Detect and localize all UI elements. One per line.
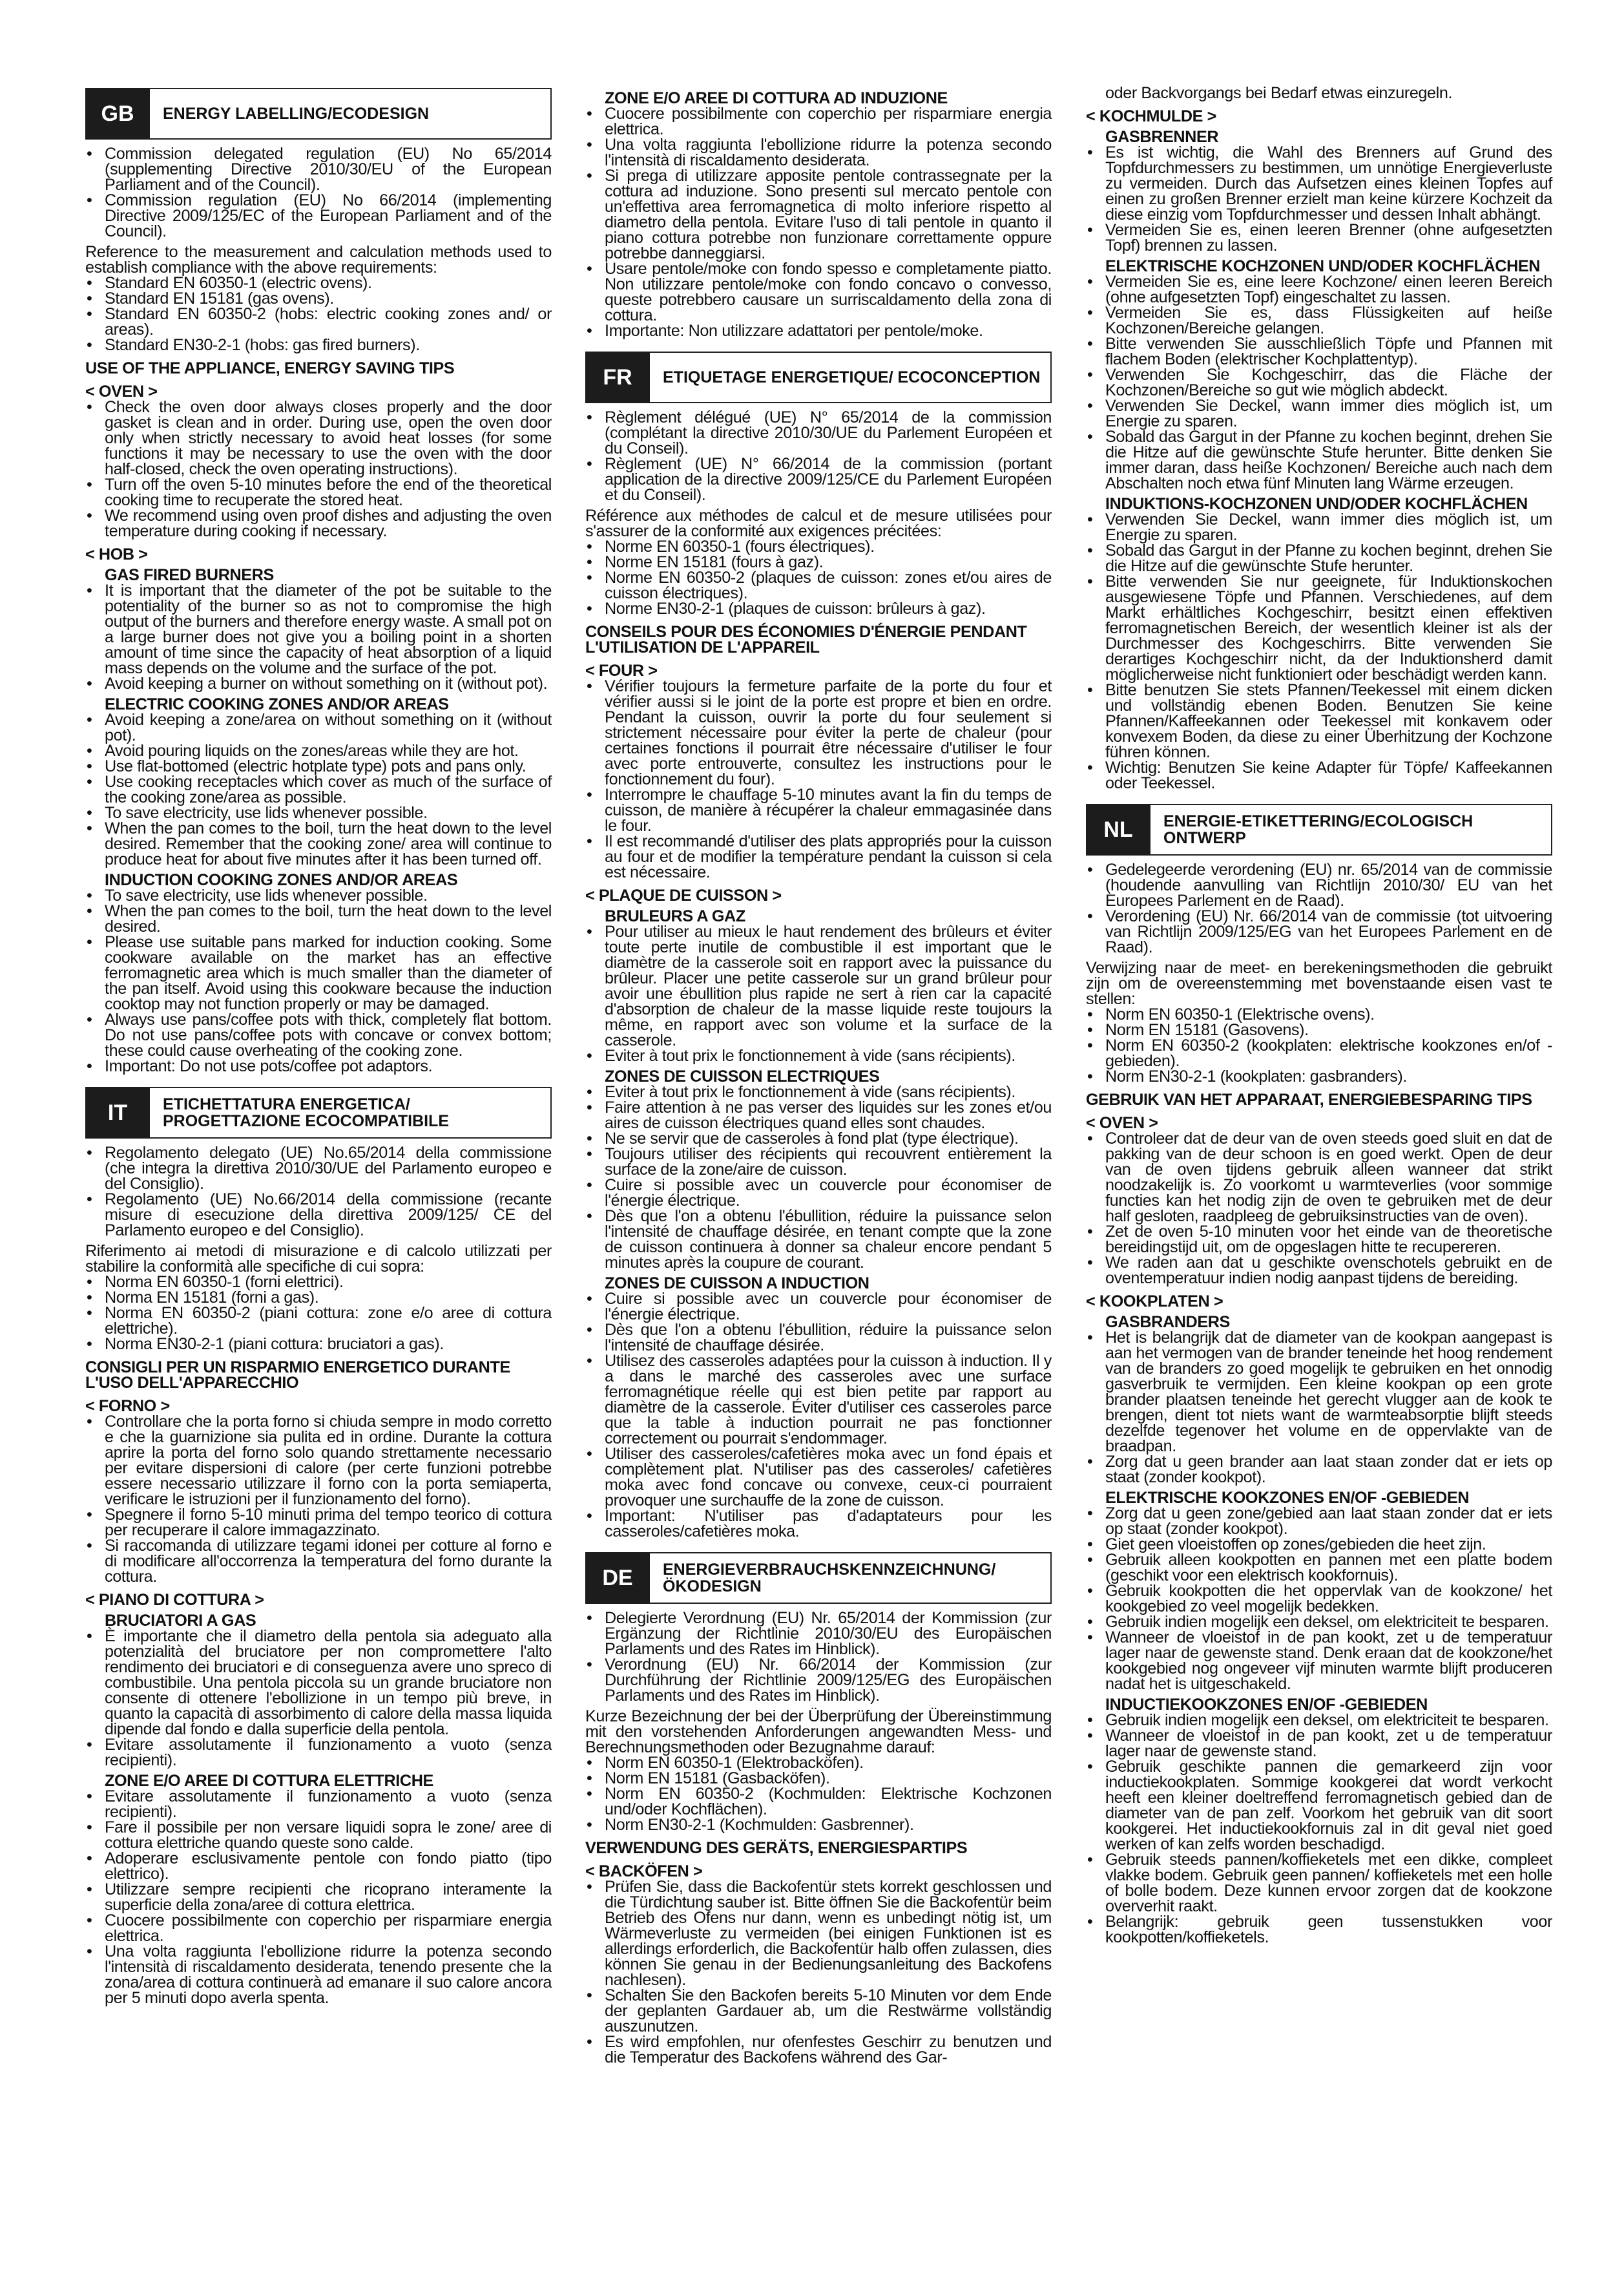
bullet-list [1086,1506,1552,1692]
list-item: • Standard EN 15181 (gas ovens). [85,291,552,306]
list-item: • Pour utiliser au mieux le haut rendement des brûleurs et éviter toute perte inutile de combustible il est important que le diamètre de la casserole soit en rapport avec la puissance du brûleur. Placer une petite casserole sur un grand brûleur pour avoir une ébullition plus rapide ne sert à rien car la capacité d'absorption de chaleur de la masse liquide reste toujours la même, en rapport avec son volume et la surface de la casserole. [585,924,1052,1048]
subsection-label: < KOCHMULDE > [1086,107,1216,125]
list-item: • Bitte verwenden Sie nur geeignete, für Induktionskochen ausgewiesene Töpfe und Pfannen. Verschiedenes, auf dem Markt erhältliches Kochgeschirr, besitzt einen effektiven ferromagnetischen Bereich, der wesentlich kleiner ist als der Durchmesser des Kochgeschirrs. Bitte verwenden Sie derartiges Kochgeschirr nicht, da der Induktionsherd damit möglicherweise nicht funktioniert oder beschädigt werden kann. [1086,574,1552,682]
bullet-list [1086,145,1552,253]
list-item: • Eviter à tout prix le fonctionnement à vide (sans récipients). [585,1084,1052,1100]
bullet-list [1086,1330,1552,1485]
list-item: • Eviter à tout prix le fonctionnement à vide (sans récipients). [585,1048,1052,1064]
language-section-header [85,1087,552,1139]
list-item: • Spegnere il forno 5-10 minuti prima del tempo teorico di cottura per recuperare il calore immagazzinato. [85,1507,552,1538]
list-item: • Gebruik indien mogelijk een deksel, om elektriciteit te besparen. [1086,1712,1552,1728]
cooking-type-heading: BRUCIATORI A GAS [105,1612,256,1630]
list-item: • Evitare assolutamente il funzionamento a vuoto (senza recipienti). [85,1737,552,1768]
list-item: • To save electricity, use lids whenever possible. [85,805,552,821]
list-item: • Gedelegeerde verordening (EU) nr. 65/2014 van de commissie (houdende aanvulling van Richtlijn 2010/30/ EU van het Europees Parlement en de Raad). [1086,862,1552,909]
section-heading: GEBRUIK VAN HET APPARAAT, ENERGIEBESPARING TIPS [1086,1091,1532,1109]
list-item: • Sobald das Gargut in der Pfanne zu kochen beginnt, drehen Sie die Hitze auf die gewünschte Stufe herunter. Bitte denken Sie immer daran, dass heiße Kochzonen/ Bereiche auch nach dem Abschalten noch etwa fünf Minuten lang Wärme erzeugen. [1086,429,1552,491]
list-item: • Zorg dat u geen brander aan laat staan zonder dat er iets op staat (zonder kookpot). [1086,1454,1552,1485]
section-heading: CONSEILS POUR DES ÉCONOMIES D'ÉNERGIE PENDANT L'UTILISATION DE L'APPAREIL [585,623,1027,657]
cooking-type-heading: GASBRANDERS [1105,1313,1230,1331]
bullet-list [585,1291,1052,1539]
list-item: • Norm EN30-2-1 (kookplaten: gasbranders). [1086,1069,1552,1084]
bullet-list [85,888,552,1074]
section-title: ENERGY LABELLING/ECODESIGN [163,105,430,123]
list-item: • Prüfen Sie, dass die Backofentür stets korrekt geschlossen und die Türdichtung sauber ist. Bitte öffnen Sie die Backofentür beim Betrieb des Ofens nur dann, wenn es unbedingt nötig ist, um Wärmeverluste zu vermeiden (bei einigen Funktionen ist es allerdings erforderlich, die Backofentür halb offen zulassen, dies können Sie genau in der Bedienungsanleitung des Backofens nachlesen). [585,1879,1052,1988]
list-item: • We recommend using oven proof dishes and adjusting the oven temperature during cooking if necessary. [85,508,552,539]
list-item: • Il est recommandé d'utiliser des plats appropriés pour la cuisson au four et de modifier la température pendant la cuisson si cela est nécessaire. [585,834,1052,880]
bullet-list [85,275,552,353]
list-item: • Norm EN 60350-2 (kookplaten: elektrische kookzones en/of -gebieden). [1086,1038,1552,1069]
list-item: • Verordening (EU) Nr. 66/2014 van de commissie (tot uitvoering van Richtlijn 2009/125/EG van het Europees Parlement en de Raad). [1086,909,1552,955]
list-item: • To save electricity, use lids whenever possible. [85,888,552,903]
column-2 [585,85,1052,2065]
bullet-list [585,1610,1052,1703]
list-item: • Commission delegated regulation (EU) No 65/2014 (supplementing Directive 2010/30/EU of the European Parliament and of the Council). [85,146,552,193]
cooking-type-heading: GAS FIRED BURNERS [105,566,274,584]
list-item: • Bitte verwenden Sie ausschließlich Töpfe und Pfannen mit flachem Boden (elektrischer Kochplattentyp). [1086,336,1552,367]
list-item: • Dès que l'on a obtenu l'ébullition, réduire la puissance selon l'intensité de chauffage désirée. [585,1322,1052,1353]
cooking-type-heading: INDUKTIONS-KOCHZONEN UND/ODER KOCHFLÄCHEN [1105,495,1528,513]
bullet-list [85,583,552,691]
bullet-list [585,1755,1052,1833]
cooking-type-heading: ELECTRIC COOKING ZONES AND/OR AREAS [105,695,449,713]
list-item: • Norme EN 60350-2 (plaques de cuisson: zones et/ou aires de cuisson électriques). [585,570,1052,601]
bullet-list [85,146,552,239]
list-item: • Toujours utiliser des récipients qui recouvrent entièrement la surface de la zone/aire de cuisson. [585,1146,1052,1177]
list-item: • Norm EN30-2-1 (Kochmulden: Gasbrenner). [585,1817,1052,1833]
cooking-type-heading: ZONES DE CUISSON A INDUCTION [605,1274,869,1292]
cooking-type-heading: ZONES DE CUISSON ELECTRIQUES [605,1067,880,1086]
bullet-list [85,1789,552,2006]
list-item: • Check the oven door always closes properly and the door gasket is clean and in order. During use, open the oven door only when strictly necessary to avoid heat losses (for some functions it may be necessary to use the oven with the door half-closed, check the oven operating instructions). [85,399,552,477]
list-item: • Fare il possibile per non versare liquidi sopra le zone/ aree di cottura elettriche quando queste sono calde. [85,1820,552,1851]
list-item: • Please use suitable pans marked for induction cooking. Some cookware available on the market has an effective ferromagnetic area which is much smaller than the diameter of the pan itself. Avoid using this cookware because the induction cooktop may not function properly or may be damaged. [85,934,552,1012]
subsection-label: < OVEN > [1086,1114,1158,1132]
list-item: • We raden aan dat u geschikte ovenschotels gebruikt en de oventemperatuur indien nodig aanpast tijdens de bereiding. [1086,1255,1552,1286]
list-item: • Controleer dat de deur van de oven steeds goed sluit en dat de pakking van de deur schoon is en goed werkt. Open de deur van de oven tijdens gebruik alleen wanneer dat strikt noodzakelijk is. Zo voorkomt u warmteverlies (voor sommige functies kan het nodig zijn de oven te gebruiken met de deur half gesloten, raadpleeg de gebruiksinstructies van de oven). [1086,1131,1552,1224]
list-item: • Norm EN 60350-1 (Elektrobacköfen). [585,1755,1052,1771]
list-item: • When the pan comes to the boil, turn the heat down to the level desired. [85,903,552,934]
list-item: • When the pan comes to the boil, turn the heat down to the level desired. Remember that the cooking zone/ area will continue to produce heat for about five minutes after it has been turned off. [85,821,552,867]
list-item: • Importante: Non utilizzare adattatori per pentole/moke. [585,323,1052,339]
list-item: • Utilisez des casseroles adaptées pour la cuisson à induction. Il y a dans le marché des casseroles avec une surface ferromagnétique réelle qui est bien petite par rapport au diamètre de la casserole. Éviter d'utiliser ces casseroles parce que la table à induction pourrait ne pas fonctionner correctement ou pourrait s'endommager. [585,1353,1052,1446]
list-item: • Una volta raggiunta l'ebollizione ridurre la potenza secondo l'intensità di riscaldamento desiderata. [585,137,1052,168]
list-item: • Norm EN 15181 (Gasbacköfen). [585,1771,1052,1786]
list-item: • È importante che il diametro della pentola sia adeguato alla potenzialità del bruciatore per non compromettere l'alto rendimento dei bruciatori e di conseguenza avere uno spreco di combustibile. Una pentola piccola su un grande bruciatore non consente di ottenere l'ebollizione in un tempo più breve, in quanto la capacità di assorbimento di calore della massa liquida dipende dal fondo e dalla superficie della pentola. [85,1628,552,1737]
paragraph: Référence aux méthodes de calcul et de mesure utilisées pour s'assurer de la conformité aux exigences précitées: [585,507,1052,540]
paragraph: Kurze Bezeichnung der bei der Überprüfung der Übereinstimmung mit den vorstehenden Anforderungen angewandten Mess- und Berechnungsmethoden oder Bezugnahme darauf: [585,1707,1052,1756]
bullet-list [585,1879,1052,2065]
language-code-badge: FR [585,352,650,403]
list-item: • Always use pans/coffee pots with thick, completely flat bottom. Do not use pans/coffee pots with concave or convex bottom; these could cause overheating of the cooking zone. [85,1012,552,1058]
list-item: • Norma EN 60350-2 (piani cottura: zone e/o aree di cottura elettriche). [85,1305,552,1336]
section-title: ETIQUETAGE ENERGETIQUE/ ECOCONCEPTION [663,368,1041,386]
list-item: • Cuire si possible avec un couvercle pour économiser de l'énergie électrique. [585,1177,1052,1208]
bullet-list [1086,274,1552,491]
bullet-list [1086,1007,1552,1084]
paragraph: Verwijzing naar de meet- en berekeningsmethoden die gebruikt zijn om de overeenstemming met bovenstaande eisen vast te stellen: [1086,959,1552,1008]
list-item: • Si prega di utilizzare apposite pentole contrassegnate per la cottura ad induzione. Sono presenti sul mercato pentole con un'effettiva area ferromagnetica di molto inferiore rispetto al diametro della pentola. Evitare l'uso di tali pentole in quanto il piano cottura potrebbe non funzionare correttamente oppure potrebbe danneggiarsi. [585,168,1052,261]
cooking-type-heading: ZONE E/O AREE DI COTTURA AD INDUZIONE [605,89,948,107]
list-item: • Vermeiden Sie es, eine leere Kochzone/ einen leeren Bereich (ohne aufgesetzten Topf) eingeschaltet zu lassen. [1086,274,1552,305]
section-spacer [585,1539,1052,1550]
cooking-type-heading: BRULEURS A GAZ [605,907,745,925]
list-item: • Gebruik alleen kookpotten en pannen met een platte bodem (geschikt voor een elektrisch kookfornuis). [1086,1552,1552,1583]
bullet-list [85,399,552,539]
language-section-header [585,1552,1052,1604]
list-item: • Regolamento delegato (UE) No.65/2014 della commissione (che integra la direttiva 2010/30/UE del Parlamento europeo e del Consiglio). [85,1145,552,1192]
section-heading: CONSIGLI PER UN RISPARMIO ENERGETICO DURANTE L'USO DELL'APPARECCHIO [85,1358,510,1392]
list-item: • Adoperare esclusivamente pentole con fondo piatto (tipo elettrico). [85,1851,552,1882]
list-item: • Regolamento (UE) No.66/2014 della commissione (recante misure di esecuzione della direttiva 2009/125/ CE del Parlamento europeo e del Consiglio). [85,1192,552,1238]
list-item: • Avoid keeping a zone/area on without something on it (without pot). [85,712,552,743]
list-item: • Delegierte Verordnung (EU) Nr. 65/2014 der Kommission (zur Ergänzung der Richtlinie 2010/30/EU des Europäischen Parlaments und des Rates im Hinblick). [585,1610,1052,1657]
list-item: • Avoid keeping a burner on without something on it (without pot). [85,676,552,691]
list-item: • Giet geen vloeistoffen op zones/gebieden die heet zijn. [1086,1537,1552,1552]
bullet-list [585,924,1052,1064]
language-section-header [1086,804,1552,856]
bullet-list [85,1628,552,1768]
list-item: • Norme EN30-2-1 (plaques de cuisson: brûleurs à gaz). [585,601,1052,616]
list-item: • Faire attention à ne pas verser des liquides sur les zones et/ou aires de cuisson électriques quand elles sont chaudes. [585,1100,1052,1131]
language-code-badge: GB [85,88,150,140]
list-item: • Es wird empfohlen, nur ofenfestes Geschirr zu benutzen und die Temperatur des Backofens während des Gar- [585,2034,1052,2065]
subsection-label: < FORNO > [85,1397,170,1415]
list-item: • Wanneer de vloeistof in de pan kookt, zet u de temperatuur lager naar de gewenste stand. [1086,1728,1552,1759]
list-item: • Verwenden Sie Kochgeschirr, das die Fläche der Kochzonen/Bereiche so gut wie möglich abdeckt. [1086,367,1552,398]
subsection-label: < PLAQUE DE CUISSON > [585,887,782,905]
list-item: • Standard EN 60350-2 (hobs: electric cooking zones and/ or areas). [85,306,552,337]
list-item: • Norme EN 60350-1 (fours électriques). [585,539,1052,554]
column-3 [1086,85,1552,1945]
list-item: • Important: N'utiliser pas d'adaptateurs pour les casseroles/cafetières moka. [585,1508,1052,1539]
list-item: • Wanneer de vloeistof in de pan kookt, zet u de temperatuur lager naar de gewenste stand. Denk eraan dat de kookzone/het kookgebied nog ongeveer vijf minuten warmte blijft produceren nadat het is uitgeschakeld. [1086,1630,1552,1692]
bullet-list [585,539,1052,616]
list-item: • Important: Do not use pots/coffee pot adaptors. [85,1058,552,1074]
list-item: • Standard EN30-2-1 (hobs: gas fired burners). [85,337,552,353]
list-item: • Gebruik geschikte pannen die gemarkeerd zijn voor inductiekookplaten. Sommige kookgerei dat wordt verkocht heeft een kleiner doeltreffend ferromagnetisch gebied dan de diameter van de pan zelf. Voorkom het gebruik van dit soort kookgerei. Het inductiekookfornuis zal in dit geval niet goed werken of kan zelfs worden beschadigd. [1086,1759,1552,1852]
subsection-label: < OVEN > [85,383,158,401]
section-spacer [585,339,1052,349]
subsection-label: < HOB > [85,545,148,563]
list-item: • Una volta raggiunta l'ebollizione ridurre la potenza secondo l'intensità di riscaldamento desiderata, tenendo presente che la zona/area di cottura continuerà ad emanare il suo calore ancora per 5 minuti dopo averla spenta. [85,1944,552,2006]
bullet-list [585,410,1052,503]
paragraph: Reference to the measurement and calculation methods used to establish compliance with the above requirements: [85,243,552,277]
list-item: • Gebruik indien mogelijk een deksel, om elektriciteit te besparen. [1086,1614,1552,1630]
section-spacer [85,1074,552,1084]
bullet-list [85,1145,552,1238]
subsection-label: < PIANO DI COTTURA > [85,1591,264,1609]
list-item: • Norme EN 15181 (fours à gaz). [585,554,1052,570]
bullet-list [85,712,552,867]
list-item: • Vérifier toujours la fermeture parfaite de la porte du four et vérifier aussi si le joint de la porte est propre et bien en ordre. Pendant la cuisson, ouvrir la porte du four seulement si strictement nécessaire pour éviter la perte de chaleur (pour certaines fonctions il pourrait être nécessaire d'utiliser le four avec porte entrouverte, consultez les instructions pour le fonctionnement du four). [585,678,1052,787]
list-item: • Vermeiden Sie es, dass Flüssigkeiten auf heiße Kochzonen/Bereiche gelangen. [1086,305,1552,336]
list-item: • Es ist wichtig, die Wahl des Brenners auf Grund des Topfdurchmessers zu bestimmen, um unnötige Energieverluste zu vermeiden. Durch das Aufsetzen eines kleinen Topfes auf einen zu großen Brenner erzielt man keine kürzere Kochzeit da diese einzig vom Topfdurchmesser und dessen Inhalt abhängt. [1086,145,1552,222]
bullet-list [85,1414,552,1584]
bullet-list [1086,862,1552,955]
list-item: • Norma EN 15181 (forni a gas). [85,1290,552,1305]
list-item: • Norm EN 60350-1 (Elektrische ovens). [1086,1007,1552,1022]
list-item: • Règlement délégué (UE) N° 65/2014 de la commission (complétant la directive 2010/30/UE du Parlement Européen et du Conseil). [585,410,1052,456]
column-1 [85,85,552,2006]
list-item: • Gebruik steeds pannen/koffieketels met een dikke, compleet vlakke bodem. Gebruik geen pannen/ koffieketels met een holle of bolle bodem. Deze kunnen ervoor zorgen dat de kookzone oververhit raakt. [1086,1852,1552,1914]
section-spacer [1086,791,1552,801]
list-item: • Belangrijk: gebruik geen tussenstukken voor kookpotten/koffieketels. [1086,1914,1552,1945]
list-item: • Use flat-bottomed (electric hotplate type) pots and pans only. [85,759,552,774]
bullet-list [1086,1712,1552,1945]
subsection-label: < FOUR > [585,662,658,680]
language-code-badge: IT [85,1087,150,1139]
section-heading: VERWENDUNG DES GERÄTS, ENERGIESPARTIPS [585,1839,968,1857]
list-item: • Standard EN 60350-1 (electric ovens). [85,275,552,291]
subsection-label: < BACKÖFEN > [585,1862,703,1880]
bullet-list [85,1274,552,1352]
cooking-type-heading: GASBRENNER [1105,128,1219,146]
list-item: • Het is belangrijk dat de diameter van de kookpan aangepast is aan het vermogen van de brander teneinde het hoog rendement van de branders zo goed mogelijk te gebruiken en het onnodig gasverbruik te vermijden. Een kleine kookpan op een grote brander plaatsen teneinde het gerecht vlugger aan de kook te brengen, dient tot niets want de warmteabsorptie blijft steeds dezelfde tegenover het volume en de oppervlakte van de braadpan. [1086,1330,1552,1454]
bullet-list [585,106,1052,339]
cooking-type-heading: INDUCTION COOKING ZONES AND/OR AREAS [105,871,458,889]
cooking-type-heading: ELEKTRISCHE KOOKZONES EN/OF -GEBIEDEN [1105,1489,1470,1507]
list-item: • Verordnung (EU) Nr. 66/2014 der Kommission (zur Durchführung der Richtlinie 2009/125/EG des Europäischen Parlaments und des Rates im Hinblick). [585,1657,1052,1703]
list-item: • Controllare che la porta forno si chiuda sempre in modo corretto e che la guarnizione sia pulita ed in ordine. Durante la cottura aprire la porta del forno solo quando strettamente necessario per evitare dispersioni di calore (per certe funzioni potrebbe essere necessario utilizzare il forno con la porta semiaperta, verificare le istruzioni per il funzionamento del forno). [85,1414,552,1507]
list-item: • Verwenden Sie Deckel, wann immer dies möglich ist, um Energie zu sparen. [1086,512,1552,543]
list-item: • Use cooking receptacles which cover as much of the surface of the cooking zone/area as possible. [85,774,552,805]
list-item: • Utiliser des casseroles/cafetières moka avec un fond épais et complètement plat. N'utiliser pas des casseroles/ cafetières moka avec fond concave ou convexe, ceux-ci pourraient provoquer une surchauffe de la zone de cuisson. [585,1446,1052,1508]
list-item: • Vermeiden Sie es, einen leeren Brenner (ohne aufgesetzten Topf) brennen zu lassen. [1086,222,1552,253]
bullet-list [1086,512,1552,791]
list-item: • Wichtig: Benutzen Sie keine Adapter für Töpfe/ Kaffeekannen oder Teekessel. [1086,760,1552,791]
list-item: • Si raccomanda di utilizzare tegami idonei per cotture al forno e di modificare all'occorrenza la temperatura del forno durante la cottura. [85,1538,552,1584]
list-item: • Zorg dat u geen zone/gebied aan laat staan zonder dat er iets op staat (zonder kookpot). [1086,1506,1552,1537]
list-item: • Schalten Sie den Backofen bereits 5-10 Minuten vor dem Ende der geplanten Gardauer ab, um die Restwärme vollständig auszunutzen. [585,1988,1052,2034]
bullet-list [1086,1131,1552,1286]
bullet-list [585,678,1052,880]
paragraph: Riferimento ai metodi di misurazione e di calcolo utilizzati per stabilire la conformità alle specifiche di cui sopra: [85,1242,552,1276]
language-code-badge: DE [585,1552,650,1604]
language-code-badge: NL [1086,804,1150,856]
list-item: • Usare pentole/moke con fondo spesso e completamente piatto. Non utilizzare pentole/moke con fondo concavo o convesso, queste potrebbero causare un surriscaldamento della zona di cottura. [585,261,1052,323]
section-heading: USE OF THE APPLIANCE, ENERGY SAVING TIPS [85,359,455,377]
list-item: • Verwenden Sie Deckel, wann immer dies möglich ist, um Energie zu sparen. [1086,398,1552,429]
list-item: • Norma EN 60350-1 (forni elettrici). [85,1274,552,1290]
list-item: • Evitare assolutamente il funzionamento a vuoto (senza recipienti). [85,1789,552,1820]
paragraph: oder Backvorgangs bei Bedarf etwas einzuregeln. [1105,84,1453,102]
list-item: • Avoid pouring liquids on the zones/areas while they are hot. [85,743,552,759]
section-title: ENERGIE-ETIKETTERING/ECOLOGISCH ONTWERP [1163,812,1473,847]
list-item: • Cuire si possible avec un couvercle pour économiser de l'énergie électrique. [585,1291,1052,1322]
language-section-header [85,88,552,140]
list-item: • Norm EN 60350-2 (Kochmulden: Elektrische Kochzonen und/oder Kochflächen). [585,1786,1052,1817]
list-item: • Interrompre le chauffage 5-10 minutes avant la fin du temps de cuisson, de manière à récupérer la chaleur emmagasinée dans le four. [585,787,1052,834]
list-item: • Dès que l'on a obtenu l'ébullition, réduire la puissance selon l'intensité de chauffage désirée, en tenant compte que la zone de cuisson continuera à donner sa chaleur encore pendant 5 minutes après la coupure de courant. [585,1208,1052,1270]
subsection-label: < KOOKPLATEN > [1086,1292,1223,1310]
list-item: • Utilizzare sempre recipienti che ricoprano interamente la superficie della zona/aree di cottura elettrica. [85,1882,552,1913]
list-item: • It is important that the diameter of the pot be suitable to the potentiality of the burner so as not to compromise the high output of the burners and therefore energy waste. A small pot on a large burner does not give you a boiling point in a shorten amount of time since the capacity of heat absorption of a liquid mass depends on the volume and the surface of the pot. [85,583,552,676]
language-section-header [585,352,1052,403]
list-item: • Cuocere possibilmente con coperchio per risparmiare energia elettrica. [585,106,1052,137]
list-item: • Bitte benutzen Sie stets Pfannen/Teekessel mit einem dicken und vollständig ebenen Boden. Benutzen Sie keine Pfannen/Kaffeekannen oder Teekessel mit konkavem oder konvexem Boden, da diese zu einer Überhitzung der Kochzone führen können. [1086,682,1552,760]
list-item: • Norma EN30-2-1 (piani cottura: bruciatori a gas). [85,1336,552,1352]
list-item: • Sobald das Gargut in der Pfanne zu kochen beginnt, drehen Sie die Hitze auf die gewünschte Stufe herunter. [1086,543,1552,574]
list-item: • Zet de oven 5-10 minuten voor het einde van de theoretische bereidingstijd uit, om de opgeslagen hitte te recupereren. [1086,1224,1552,1255]
list-item: • Cuocere possibilmente con coperchio per risparmiare energia elettrica. [85,1913,552,1944]
list-item: • Commission regulation (EU) No 66/2014 (implementing Directive 2009/125/EC of the European Parliament and of the Council). [85,193,552,239]
list-item: • Turn off the oven 5-10 minutes before the end of the theoretical cooking time to recuperate the stored heat. [85,477,552,508]
section-title: ETICHETTATURA ENERGETICA/ PROGETTAZIONE ECOCOMPATIBILE [163,1095,450,1130]
cooking-type-heading: INDUCTIEKOOKZONES EN/OF -GEBIEDEN [1105,1696,1428,1714]
section-title: ENERGIEVERBRAUCHSKENNZEICHNUNG/ ÖKODESIGN [663,1561,996,1595]
list-item: • Norm EN 15181 (Gasovens). [1086,1022,1552,1038]
cooking-type-heading: ELEKTRISCHE KOCHZONEN UND/ODER KOCHFLÄCHEN [1105,257,1541,275]
list-item: • Règlement (UE) N° 66/2014 de la commission (portant application de la directive 2009/125/CE du Parlement Européen et du Conseil). [585,456,1052,503]
bullet-list [585,1084,1052,1270]
list-item: • Ne se servir que de casseroles à fond plat (type électrique). [585,1131,1052,1146]
cooking-type-heading: ZONE E/O AREE DI COTTURA ELETTRICHE [105,1772,433,1790]
list-item: • Gebruik kookpotten die het oppervlak van de kookzone/ het kookgebied zo veel mogelijk bedekken. [1086,1583,1552,1614]
